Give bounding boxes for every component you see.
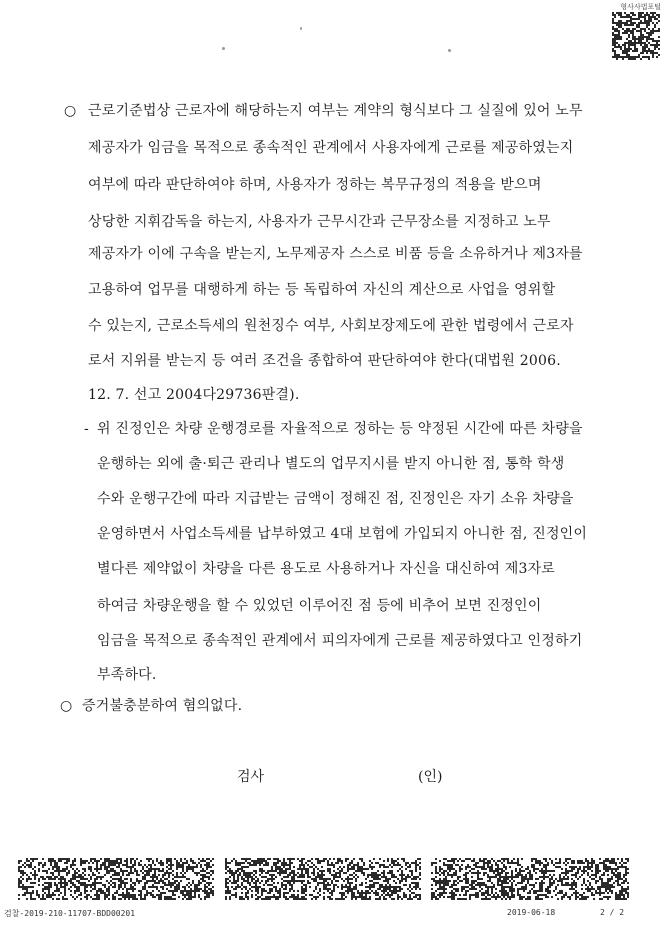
paragraph-line: 로서 지위를 받는지 등 여러 조건을 종합하여 판단하여야 한다(대법원 2006. (88, 353, 561, 369)
paragraph-line: 수 있는지, 근로소득세의 원천징수 여부, 사회보장제도에 관한 법령에서 근로자 (88, 318, 574, 334)
barcode-icon (18, 858, 214, 900)
paragraph-line: 12. 7. 선고 2004다29736판결). (88, 387, 300, 403)
scan-speck (448, 49, 451, 52)
paragraph-line: 운영하면서 사업소득세를 납부하였고 4대 보험에 가입되지 아니한 점, 진정인이 (97, 526, 588, 542)
document-number: 검찰-2019-210-11707-BDD00201 (4, 909, 136, 918)
paragraph-line: 근로기준법상 근로자에 해당하는지 여부는 계약의 형식보다 그 실질에 있어 노무 (88, 103, 583, 119)
circle-bullet: ○ (60, 698, 73, 714)
portal-label: 형사사법포털 (620, 3, 661, 11)
paragraph-line: 상당한 지휘감독을 하는지, 사용자가 근무시간과 근무장소를 지정하고 노무 (88, 214, 551, 230)
seal-mark: (인) (418, 769, 443, 785)
paragraph-line: 부족하다. (97, 667, 157, 683)
paragraph-line: 여부에 따라 판단하여야 하며, 사용자가 정하는 복무규정의 적용을 받으며 (88, 177, 542, 193)
paragraph-line: 수와 운행구간에 따라 지급받는 금액이 정해진 점, 진정인은 자기 소유 차량을 (97, 491, 574, 507)
paragraph-line: 운행하는 외에 출·퇴근 관리나 별도의 업무지시를 받지 아니한 점, 통학 학생 (97, 456, 565, 472)
footer-date: 2019-06-18 (507, 908, 556, 917)
conclusion-text: 증거불충분하여 혐의없다. (82, 698, 243, 714)
barcode-icon (431, 858, 629, 900)
paragraph-line: 제공자가 임금을 목적으로 종속적인 관계에서 사용자에게 근로를 제공하였는지 (88, 140, 574, 156)
dash-bullet: - (84, 421, 89, 437)
paragraph-line: 고용하여 업무를 대행하게 하는 등 독립하여 자신의 계산으로 사업을 영위할 (88, 282, 556, 298)
page-number: 2 / 2 (600, 908, 625, 917)
paragraph-line: 하여금 차량운행을 할 수 있었던 이루어진 점 등에 비추어 보면 진정인이 (97, 598, 542, 614)
qr-code-icon (612, 12, 660, 60)
circle-bullet: ○ (64, 103, 77, 119)
paragraph-line: 위 진정인은 차량 운행경로를 자율적으로 정하는 등 약정된 시간에 따른 차량을 (97, 421, 583, 437)
scan-speck (300, 27, 302, 30)
paragraph-line: 별다른 제약없이 차량을 다른 용도로 사용하거나 자신을 대신하여 제3자로 (97, 561, 556, 577)
paragraph-line: 임금을 목적으로 종속적인 관계에서 피의자에게 근로를 제공하였다고 인정하기 (97, 633, 583, 649)
barcode-icon (225, 858, 421, 900)
prosecutor-title: 검사 (237, 769, 265, 785)
scan-speck (222, 47, 225, 50)
paragraph-line: 제공자가 이에 구속을 받는지, 노무제공자 스스로 비품 등을 소유하거나 제3자를 (88, 246, 583, 262)
